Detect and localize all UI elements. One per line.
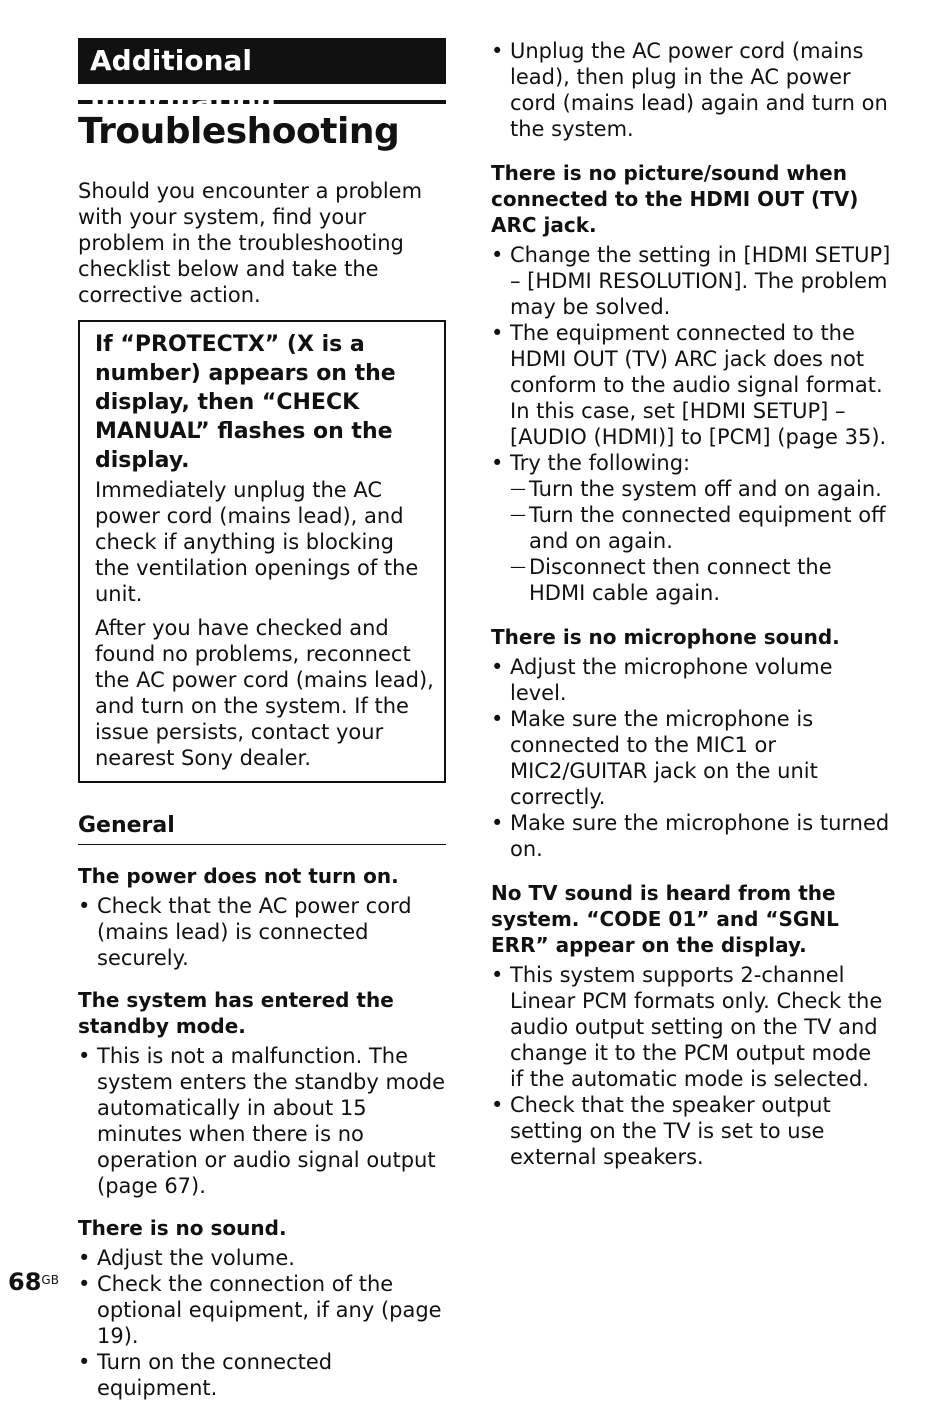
section-label: Additional Information [78, 38, 446, 84]
solution-list [491, 654, 891, 862]
list-item-with-subitems [491, 450, 891, 606]
list-item: • Check that the speaker output setting on the TV is set to use external speakers. [491, 1092, 891, 1170]
list-item: • This is not a malfunction. The system enters the standby mode automatically in about 15 minutes when there is no operation or audio signal output (page 67). [78, 1043, 446, 1199]
issue-title: The power does not turn on. [78, 864, 399, 888]
sub-list-item: — Disconnect then connect the HDMI cable again. [510, 554, 891, 606]
solution-list [491, 38, 891, 142]
issue-title: There is no microphone sound. [491, 625, 840, 649]
list-item: • Check the connection of the optional equipment, if any (page 19). [78, 1271, 446, 1349]
issue-title: There is no sound. [78, 1216, 287, 1240]
page-number [8, 1267, 59, 1297]
solution-list [491, 962, 891, 1170]
solution-list [491, 242, 891, 606]
protect-notice-box [78, 320, 446, 783]
solution-list [78, 893, 446, 971]
list-item: • Make sure the microphone is connected to the MIC1 or MIC2/GUITAR jack on the unit correctly. [491, 706, 891, 810]
list-item: • Make sure the microphone is turned on. [491, 810, 891, 862]
list-item: • Change the setting in [HDMI SETUP] – [HDMI RESOLUTION]. The problem may be solved. [491, 242, 891, 320]
list-item: • Turn on the connected equipment. [78, 1349, 446, 1401]
page-region: GB [41, 1273, 59, 1287]
list-item: • Adjust the microphone volume level. [491, 654, 891, 706]
list-item: • Check that the AC power cord (mains lead) is connected securely. [78, 893, 446, 971]
left-column [78, 38, 446, 1401]
notice-paragraph: Immediately unplug the AC power cord (mains lead), and check if anything is blocking the ventilation openings of the unit. [95, 478, 419, 606]
right-column [491, 38, 891, 1170]
list-item: • Unplug the AC power cord (mains lead), then plug in the AC power cord (mains lead) again and turn on the system. [491, 38, 891, 142]
sub-list [510, 476, 891, 606]
list-item-label: Try the following: [510, 451, 691, 475]
list-item: • Adjust the volume. [78, 1245, 446, 1271]
sub-list-item: — Turn the system off and on again. [510, 476, 891, 502]
solution-list [78, 1245, 446, 1401]
list-item: • This system supports 2-channel Linear PCM formats only. Check the audio output setting on the TV and change it to the PCM output mode if the automatic mode is selected. [491, 962, 891, 1092]
issue-title: The system has entered the standby mode. [78, 988, 394, 1038]
page-number-value: 68 [8, 1268, 42, 1296]
general-heading: General [78, 813, 446, 845]
solution-list [78, 1043, 446, 1199]
notice-paragraph: After you have checked and found no problems, reconnect the AC power cord (mains lead), and turn on the system. If the issue persists, contact your nearest Sony dealer. [95, 616, 434, 770]
page-title: Troubleshooting [78, 111, 400, 152]
sub-list-item: — Turn the connected equipment off and on again. [510, 502, 891, 554]
list-item: • The equipment connected to the HDMI OUT (TV) ARC jack does not conform to the audio signal format. In this case, set [HDMI SETUP] – [AUDIO (HDMI)] to [PCM] (page 35). [491, 320, 891, 450]
intro-text: Should you encounter a problem with your system, find your problem in the troubleshooting checklist below and take the corrective action. [78, 179, 423, 307]
issue-title: There is no picture/sound when connected to the HDMI OUT (TV) ARC jack. [491, 161, 859, 237]
issue-title: No TV sound is heard from the system. “CODE 01” and “SGNL ERR” appear on the display. [491, 881, 839, 957]
notice-heading: If “PROTECTX” (X is a number) appears on the display, then “CHECK MANUAL” flashes on the display. [95, 332, 396, 473]
